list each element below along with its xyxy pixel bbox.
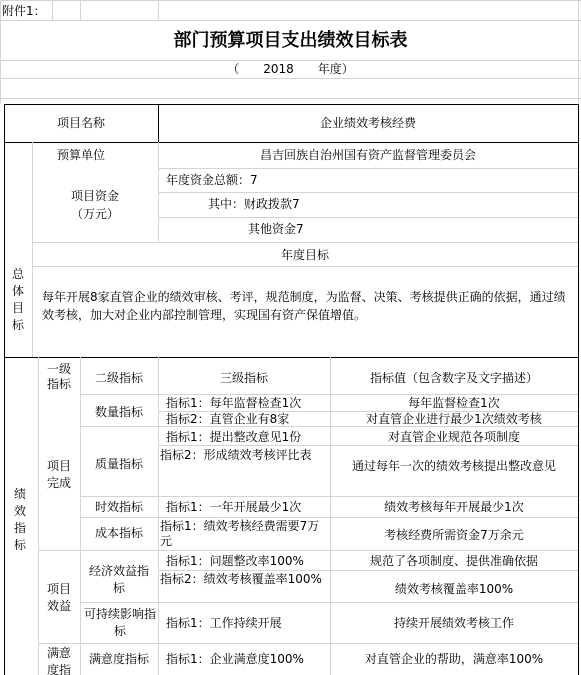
quantity-item2-value: 对直管企业进行最少1次绩效考核: [366, 412, 542, 426]
budget-unit-value: 昌吉回族自治州国有资产监督管理委员会: [259, 148, 476, 162]
quality-item1-value: 对直管企业规范各项制度: [387, 430, 520, 444]
header-level3: 三级指标: [219, 371, 268, 385]
group-benefit: 项目效益: [46, 582, 71, 613]
funds-other: 其他资金7: [248, 222, 304, 236]
quantity-item2-level3: 指标2：直管企业有8家: [166, 412, 290, 426]
project-name-label: 项目名称: [56, 116, 105, 130]
header-level2: 二级指标: [94, 371, 143, 385]
overall-target-label: 总体目标: [11, 267, 24, 332]
satisfaction-value: 对直管企业的帮助，满意率100%: [364, 652, 544, 666]
funds-finance: 其中：财政拨款7: [208, 197, 300, 211]
funds-unit-label: （万元）: [70, 207, 119, 221]
economic-item1-level3: 指标1：问题整改率100%: [166, 554, 304, 568]
funds-total: 年度资金总额：7: [166, 173, 258, 187]
quality-item2-level3: 指标2：形成绩效考核评比表: [160, 448, 312, 462]
project-name-value: 企业绩效考核经费: [319, 116, 416, 130]
page-title: 部门预算项目支出绩效目标表: [173, 30, 408, 51]
funds-label: 项目资金: [70, 189, 119, 203]
attachment-label: 附件1：: [2, 4, 46, 18]
sustainable-value: 持续开展绩效考核工作: [393, 616, 514, 630]
satisfaction-level2: 满意度指标: [88, 652, 149, 666]
cost-level3: 指标1：绩效考核经费需要7万元: [160, 519, 320, 548]
quality-level2: 质量指标: [94, 457, 143, 471]
cost-value: 考核经费所需资金7万余元: [384, 528, 524, 542]
annual-target-text: 每年开展8家直管企业的绩效审核、考评，规范制度，为监督、决策、考核提供正确的依据，通过绩效考核，加大对企业内部控制管理，实现国有资产保值增值。: [42, 290, 566, 322]
quality-item1-level3: 指标1：提出整改意见1份: [166, 430, 302, 444]
economic-item2-value: 绩效考核覆盖率100%: [394, 582, 514, 596]
economic-item2-level3: 指标2：绩效考核覆盖率100%: [160, 572, 322, 586]
timeliness-level2: 时效指标: [94, 500, 143, 514]
cost-level2: 成本指标: [94, 526, 143, 540]
quantity-level2: 数量指标: [94, 405, 143, 419]
perf-indicator-label: 绩效指标: [13, 487, 26, 552]
sustainable-level2: 可持续影响指标: [83, 607, 156, 638]
group-satisfaction: 满意度指: [46, 646, 71, 675]
year-line: （ 2018 年度）: [227, 62, 354, 76]
satisfaction-level3: 指标1：企业满意度100%: [166, 652, 304, 666]
header-value: 指标值（包含数字及文字描述）: [369, 371, 538, 385]
timeliness-level3: 指标1：一年开展最少1次: [166, 500, 302, 514]
header-level1: 一级指标: [46, 362, 71, 391]
quantity-item1-level3: 指标1：每年监督检查1次: [166, 396, 302, 410]
sustainable-level3: 指标1：工作持续开展: [166, 616, 282, 630]
annual-target-label: 年度目标: [280, 248, 329, 262]
budget-unit-label: 预算单位: [56, 148, 105, 162]
economic-item1-value: 规范了各项制度、提供准确依据: [369, 554, 538, 568]
economic-level2: 经济效益指标: [88, 564, 149, 595]
quality-item2-value: 通过每年一次的绩效考核提出整改意见: [351, 459, 556, 473]
group-output: 项目完成: [46, 459, 71, 490]
timeliness-value: 绩效考核每年开展最少1次: [384, 500, 524, 514]
quantity-item1-value: 每年监督检查1次: [408, 396, 500, 410]
